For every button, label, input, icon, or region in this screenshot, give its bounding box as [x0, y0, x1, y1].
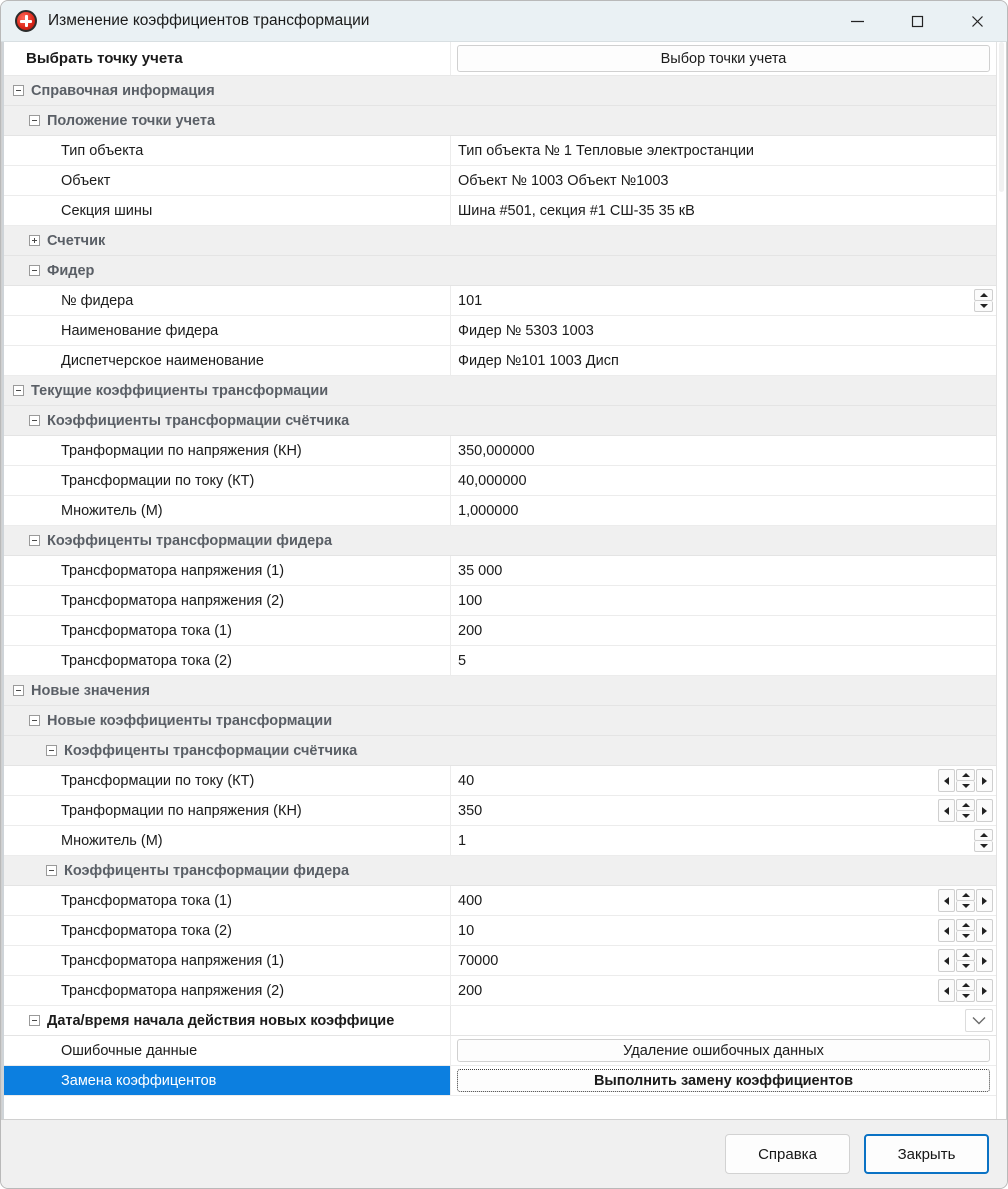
maximize-button[interactable]	[887, 1, 947, 42]
field-value: 200	[458, 982, 483, 999]
spinner-down-button[interactable]	[956, 931, 975, 943]
field-label-трансформатора-напряжения-2	[4, 976, 451, 1005]
field-label: Транформации по напряжения (КН)	[61, 442, 302, 459]
field-value: Фидер № 5303 1003	[458, 322, 594, 339]
table-row[interactable]	[4, 916, 996, 946]
collapse-icon[interactable]	[13, 385, 24, 396]
arrow-right-icon	[982, 927, 987, 935]
spinner-control[interactable]	[938, 769, 993, 792]
spinner-up-button[interactable]	[974, 829, 993, 841]
arrow-left-icon	[944, 897, 949, 905]
close-button[interactable]	[947, 1, 1007, 42]
table-row[interactable]	[4, 976, 996, 1006]
category-label: Справочная информация	[31, 82, 215, 99]
field-value: 40,000000	[458, 472, 527, 489]
field-label: Трансформатора напряжения (2)	[61, 592, 285, 609]
arrow-down-icon	[980, 304, 988, 308]
arrow-down-icon	[962, 904, 970, 908]
arrow-up-icon	[962, 923, 970, 927]
spinner-up-button[interactable]	[974, 289, 993, 301]
table-row[interactable]	[4, 196, 996, 226]
field-value-cell[interactable]	[451, 916, 996, 945]
spinner-up-button[interactable]	[956, 949, 975, 961]
field-label: Трансформатора тока (1)	[61, 622, 232, 639]
category-row[interactable]	[4, 76, 996, 106]
field-value: Объект № 1003 Объект №1003	[458, 172, 669, 189]
spinner-control[interactable]	[938, 919, 993, 942]
table-row[interactable]	[4, 466, 996, 496]
collapse-icon[interactable]	[46, 865, 57, 876]
field-label-наименование-фидера	[4, 316, 451, 345]
spinner-up-button[interactable]	[956, 769, 975, 781]
spinner-down-button[interactable]	[956, 811, 975, 823]
field-value: 100	[458, 592, 483, 609]
field-value-cell[interactable]	[451, 946, 996, 975]
field-label-фидера	[4, 286, 451, 315]
spinner-down-button[interactable]	[956, 781, 975, 793]
category-row[interactable]	[4, 676, 996, 706]
field-value: 101	[458, 292, 483, 309]
table-row[interactable]	[4, 946, 996, 976]
category-label: Текущие коэффициенты трансформации	[31, 382, 329, 399]
field-value-cell[interactable]	[451, 976, 996, 1005]
spinner-up-button[interactable]	[956, 979, 975, 991]
spinner-left-button[interactable]	[938, 979, 955, 1002]
field-value: 1	[458, 832, 467, 849]
category-дата-время-начала-действия-новых-коэффиц	[4, 1006, 451, 1035]
collapse-icon[interactable]	[13, 85, 24, 96]
field-label-множитель-м	[4, 496, 451, 525]
category-label: Коэффиценты трансформации фидера	[64, 862, 350, 879]
collapse-icon[interactable]	[29, 535, 40, 546]
category-коэффиценты-трансформации-фидера	[4, 526, 996, 555]
arrow-up-icon	[962, 893, 970, 897]
collapse-icon[interactable]	[13, 685, 24, 696]
table-row[interactable]	[4, 136, 996, 166]
field-value: 400	[458, 892, 483, 909]
select-metering-point-row	[4, 42, 996, 76]
spinner-control[interactable]	[974, 289, 993, 312]
action-button-удаление-ошибочных-данных[interactable]: Удаление ошибочных данных	[457, 1039, 990, 1062]
datetime-combo-cell[interactable]	[451, 1006, 996, 1035]
category-label: Дата/время начала действия новых коэффицие	[47, 1012, 395, 1029]
field-label-секция-шины	[4, 196, 451, 225]
category-row[interactable]	[4, 106, 996, 136]
select-metering-point-button[interactable]: Выбор точки учета	[457, 45, 990, 72]
field-value-cell[interactable]	[451, 556, 996, 585]
category-row[interactable]	[4, 376, 996, 406]
dialog-footer	[1, 1120, 1007, 1188]
spinner-control[interactable]	[938, 799, 993, 822]
spinner-up-button[interactable]	[956, 889, 975, 901]
field-label: Секция шины	[61, 202, 153, 219]
table-row[interactable]	[4, 556, 996, 586]
field-label-транформации-по-напряжения-кн	[4, 436, 451, 465]
arrow-down-icon	[962, 814, 970, 818]
arrow-right-icon	[982, 957, 987, 965]
field-value-cell[interactable]	[451, 616, 996, 645]
arrow-right-icon	[982, 897, 987, 905]
minimize-button[interactable]	[827, 1, 887, 42]
category-row[interactable]	[4, 736, 996, 766]
table-row[interactable]	[4, 616, 996, 646]
table-row[interactable]	[4, 766, 996, 796]
category-row[interactable]	[4, 526, 996, 556]
arrow-down-icon	[962, 964, 970, 968]
field-label: Транформации по напряжения (КН)	[61, 802, 302, 819]
action-button-выполнить-замену-коэффициентов[interactable]: Выполнить замену коэффициентов	[457, 1069, 990, 1092]
table-row[interactable]	[4, 646, 996, 676]
red-target-icon	[15, 10, 37, 32]
arrow-down-icon	[962, 934, 970, 938]
chevron-down-icon	[972, 1016, 986, 1025]
field-value: 200	[458, 622, 483, 639]
spinner-down-button[interactable]	[974, 841, 993, 853]
category-label: Новые значения	[31, 682, 151, 699]
collapse-icon[interactable]	[29, 115, 40, 126]
field-label: Трансформатора напряжения (1)	[61, 952, 285, 969]
category-текущие-коэффициенты-трансформации	[4, 376, 996, 405]
category-label: Счетчик	[47, 232, 106, 249]
spinner-down-button[interactable]	[956, 961, 975, 973]
field-value-cell[interactable]	[451, 766, 996, 795]
field-label-трансформатора-тока-2	[4, 916, 451, 945]
field-label-трансформатора-тока-2	[4, 646, 451, 675]
field-value-cell[interactable]	[451, 166, 996, 195]
table-row[interactable]	[4, 346, 996, 376]
help-button[interactable]: Справка	[725, 1134, 850, 1174]
field-value-cell[interactable]	[451, 316, 996, 345]
category-коэффиценты-трансформации-фидера	[4, 856, 996, 885]
table-row[interactable]	[4, 1066, 996, 1096]
spinner-up-button[interactable]	[956, 919, 975, 931]
category-row[interactable]	[4, 1006, 996, 1036]
category-справочная-информация	[4, 76, 996, 105]
table-row[interactable]	[4, 826, 996, 856]
field-label-объект	[4, 166, 451, 195]
property-grid	[2, 42, 996, 1119]
category-label: Коэффиценты трансформации счётчика	[64, 742, 358, 759]
spinner-right-button[interactable]	[976, 979, 993, 1002]
field-label: Трансформатора тока (2)	[61, 652, 232, 669]
select-metering-point-cell	[451, 42, 996, 75]
field-value-cell[interactable]	[451, 466, 996, 495]
field-label: № фидера	[61, 292, 134, 309]
category-счетчик	[4, 226, 996, 255]
arrow-left-icon	[944, 807, 949, 815]
field-value: 40	[458, 772, 475, 789]
arrow-right-icon	[982, 807, 987, 815]
field-label-трансформатора-тока-1	[4, 616, 451, 645]
arrow-right-icon	[982, 987, 987, 995]
field-label: Наименование фидера	[61, 322, 219, 339]
spinner-right-button[interactable]	[976, 949, 993, 972]
arrow-up-icon	[962, 803, 970, 807]
collapse-icon[interactable]	[46, 745, 57, 756]
field-value-cell[interactable]	[451, 1036, 996, 1065]
field-label: Ошибочные данные	[61, 1042, 198, 1059]
field-label: Объект	[61, 172, 111, 189]
category-коэффициенты-трансформации-счётчика	[4, 406, 996, 435]
category-row[interactable]	[4, 226, 996, 256]
arrow-left-icon	[944, 927, 949, 935]
spinner-up-button[interactable]	[956, 799, 975, 811]
field-label-трансформации-по-току-кт	[4, 766, 451, 795]
arrow-up-icon	[962, 773, 970, 777]
spinner-control[interactable]	[938, 979, 993, 1002]
field-value-cell[interactable]	[451, 496, 996, 525]
category-коэффиценты-трансформации-счётчика	[4, 736, 996, 765]
category-label: Положение точки учета	[47, 112, 216, 129]
table-row[interactable]	[4, 1036, 996, 1066]
category-положение-точки-учета	[4, 106, 996, 135]
window-controls	[827, 1, 1007, 42]
arrow-right-icon	[982, 777, 987, 785]
field-label: Диспетчерское наименование	[61, 352, 264, 369]
field-value-cell[interactable]	[451, 196, 996, 225]
spinner-control[interactable]	[974, 829, 993, 852]
collapse-icon[interactable]	[29, 415, 40, 426]
close-dialog-button[interactable]: Закрыть	[864, 1134, 989, 1174]
collapse-icon[interactable]	[29, 715, 40, 726]
arrow-down-icon	[962, 784, 970, 788]
collapse-icon[interactable]	[29, 1015, 40, 1026]
table-row[interactable]	[4, 496, 996, 526]
spinner-down-button[interactable]	[974, 301, 993, 313]
spinner-left-button[interactable]	[938, 949, 955, 972]
field-label-трансформатора-напряжения-2	[4, 586, 451, 615]
property-grid-container	[1, 42, 1007, 1120]
category-label: Фидер	[47, 262, 95, 279]
category-row[interactable]	[4, 406, 996, 436]
arrow-up-icon	[962, 953, 970, 957]
field-label-множитель-м	[4, 826, 451, 855]
spinner-left-button[interactable]	[938, 799, 955, 822]
field-label: Трансформатора напряжения (1)	[61, 562, 285, 579]
field-label: Множитель (М)	[61, 832, 163, 849]
field-value: Шина #501, секция #1 СШ-35 35 кВ	[458, 202, 695, 219]
field-value: 35 000	[458, 562, 503, 579]
spinner-right-button[interactable]	[976, 769, 993, 792]
field-value: 350,000000	[458, 442, 535, 459]
spinner-down-button[interactable]	[956, 991, 975, 1003]
field-value-cell[interactable]	[451, 886, 996, 915]
field-label: Трансформации по току (КТ)	[61, 472, 255, 489]
arrow-down-icon	[980, 844, 988, 848]
table-row[interactable]	[4, 796, 996, 826]
category-новые-коэффициенты-трансформации	[4, 706, 996, 735]
arrow-left-icon	[944, 987, 949, 995]
field-label: Множитель (М)	[61, 502, 163, 519]
title-bar	[1, 1, 1007, 42]
arrow-up-icon	[980, 293, 988, 297]
spinner-right-button[interactable]	[976, 919, 993, 942]
category-label: Новые коэффициенты трансформации	[47, 712, 333, 729]
field-label: Трансформации по току (КТ)	[61, 772, 255, 789]
field-label-диспетчерское-наименование	[4, 346, 451, 375]
spinner-right-button[interactable]	[976, 799, 993, 822]
arrow-down-icon	[962, 994, 970, 998]
table-row[interactable]	[4, 586, 996, 616]
field-label: Замена коэффицентов	[61, 1072, 217, 1089]
field-value: Фидер №101 1003 Дисп	[458, 352, 619, 369]
field-value: 5	[458, 652, 467, 669]
field-value-cell[interactable]	[451, 136, 996, 165]
field-value-cell[interactable]	[451, 646, 996, 675]
spinner-left-button[interactable]	[938, 919, 955, 942]
spinner-control[interactable]	[938, 889, 993, 912]
category-row[interactable]	[4, 256, 996, 286]
field-label-трансформации-по-току-кт	[4, 466, 451, 495]
category-row[interactable]	[4, 706, 996, 736]
spinner-left-button[interactable]	[938, 769, 955, 792]
arrow-up-icon	[962, 983, 970, 987]
spinner-right-button[interactable]	[976, 889, 993, 912]
table-row[interactable]	[4, 316, 996, 346]
table-row[interactable]	[4, 286, 996, 316]
field-label: Трансформатора напряжения (2)	[61, 982, 285, 999]
vertical-scrollbar[interactable]	[996, 42, 1006, 1119]
field-label-тип-объекта	[4, 136, 451, 165]
field-label-трансформатора-тока-1	[4, 886, 451, 915]
category-label: Коэффиценты трансформации фидера	[47, 532, 333, 549]
window-title: Изменение коэффициентов трансформации	[48, 12, 370, 29]
table-row[interactable]	[4, 886, 996, 916]
expand-icon[interactable]	[29, 235, 40, 246]
spinner-control[interactable]	[938, 949, 993, 972]
field-value: 350	[458, 802, 483, 819]
arrow-left-icon	[944, 777, 949, 785]
arrow-left-icon	[944, 957, 949, 965]
category-row[interactable]	[4, 856, 996, 886]
field-value: 1,000000	[458, 502, 519, 519]
spinner-down-button[interactable]	[956, 901, 975, 913]
category-label: Коэффициенты трансформации счётчика	[47, 412, 350, 429]
arrow-up-icon	[980, 833, 988, 837]
table-row[interactable]	[4, 436, 996, 466]
category-фидер	[4, 256, 996, 285]
field-label-ошибочные-данные	[4, 1036, 451, 1065]
field-value-cell[interactable]	[451, 826, 996, 855]
field-label-замена-коэффицентов	[4, 1066, 451, 1095]
combo-dropdown-button[interactable]	[965, 1009, 993, 1032]
field-value-cell[interactable]	[451, 1066, 996, 1095]
field-value: 70000	[458, 952, 499, 969]
field-value-cell[interactable]	[451, 436, 996, 465]
field-value: 10	[458, 922, 475, 939]
table-row[interactable]	[4, 166, 996, 196]
field-value-cell[interactable]	[451, 586, 996, 615]
field-value-cell[interactable]	[451, 796, 996, 825]
collapse-icon[interactable]	[29, 265, 40, 276]
field-label-трансформатора-напряжения-1	[4, 556, 451, 585]
field-value: Тип объекта № 1 Тепловые электростанции	[458, 142, 755, 159]
spinner-left-button[interactable]	[938, 889, 955, 912]
field-label-трансформатора-напряжения-1	[4, 946, 451, 975]
field-value-cell[interactable]	[451, 286, 996, 315]
category-новые-значения	[4, 676, 996, 705]
field-value-cell[interactable]	[451, 346, 996, 375]
field-label: Трансформатора тока (1)	[61, 892, 232, 909]
field-label: Тип объекта	[61, 142, 144, 159]
select-metering-point-label: Выбрать точку учета	[4, 42, 451, 75]
field-label-транформации-по-напряжения-кн	[4, 796, 451, 825]
field-label: Трансформатора тока (2)	[61, 922, 232, 939]
scrollbar-thumb[interactable]	[999, 42, 1004, 192]
